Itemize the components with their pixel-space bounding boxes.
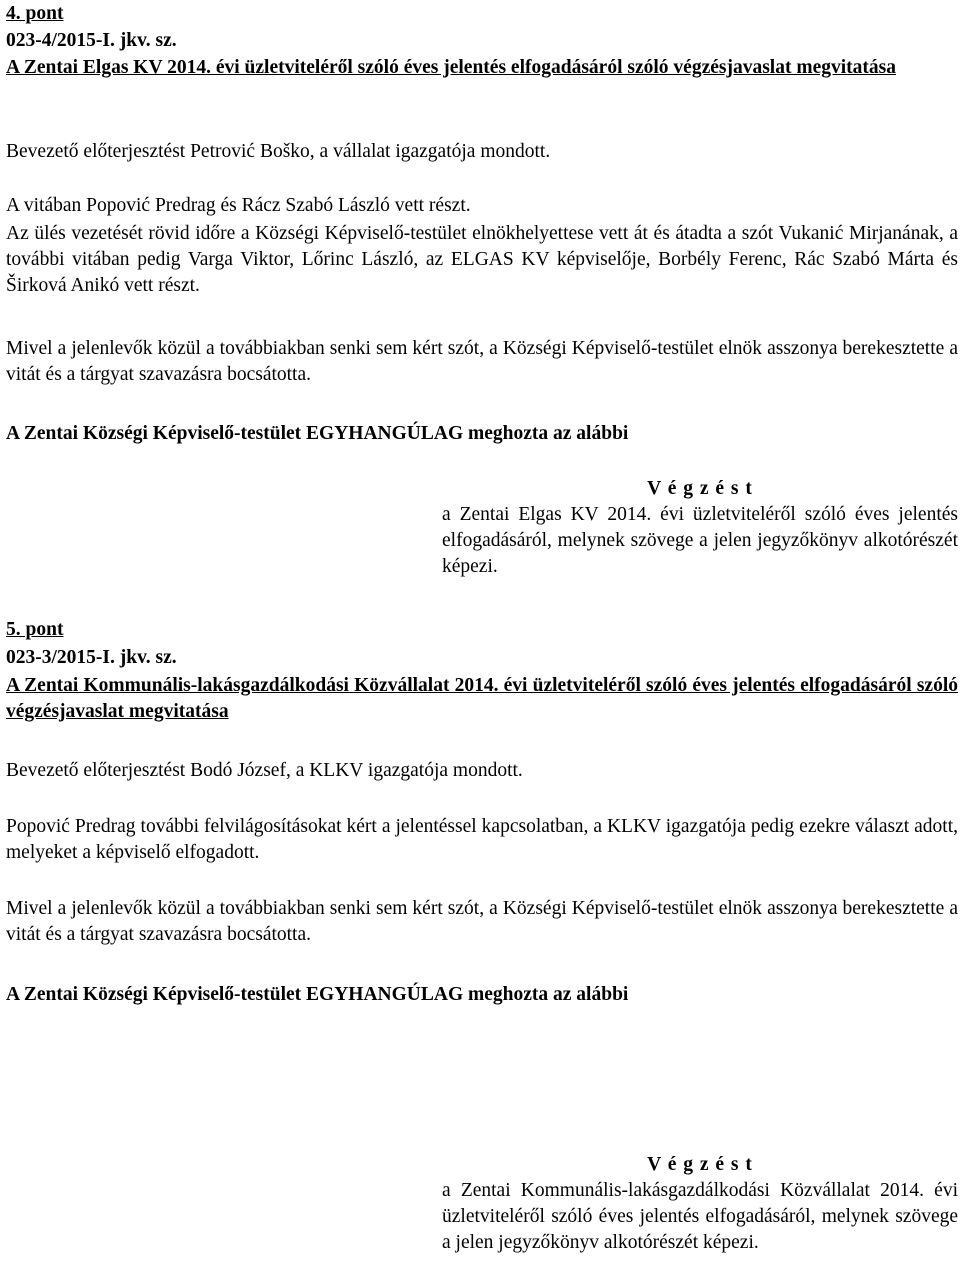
item5-number: 5. pont: [6, 619, 64, 640]
item5-subject: A Zentai Kommunális-lakásgazdálkodási Közvállalat 2014. évi üzletviteléről szóló éves jelentés elfogadásáról szóló végzésjavaslat megvitatása: [6, 675, 958, 722]
item5-reference: 023-3/2015-I. jkv. sz.: [6, 647, 177, 668]
item4-chair-paragraph: Az ülés vezetését rövid időre a Községi Képviselő-testület elnökhelyettese vett át és átadta a szót Vukanić Mirjanának, a további vitában pedig Varga Viktor, Lőrinc László, az ELGAS KV képviselője, Borbély Ferenc, Rác Szabó Márta és Širková Anikó vett részt.: [6, 223, 958, 296]
item4-reference: 023-4/2015-I. jkv. sz.: [6, 30, 177, 51]
item4-resolution: A Zentai Községi Képviselő-testület EGYHANGÚLAG meghozta az alábbi: [6, 423, 629, 444]
item4-decision: [442, 476, 958, 580]
item4-number: 4. pont: [6, 3, 64, 24]
item4-decision-title: V é g z é s t: [647, 478, 753, 499]
item5-decision-text: a Zentai Kommunális-lakásgazdálkodási Közvállalat 2014. évi üzletviteléről szóló éves jelentés elfogadásáról, melynek szövege a jelen jegyzőkönyv alkotórészét képezi.: [442, 1180, 958, 1253]
item5-decision-title: V é g z é s t: [647, 1154, 753, 1175]
item4-closing-paragraph: Mivel a jelenlevők közül a továbbiakban senki sem kért szót, a Községi Képviselő-testület elnök asszonya berekesztette a vitát és a tárgyat szavazásra bocsátotta.: [6, 338, 958, 385]
item5-intro: Bevezető előterjesztést Bodó József, a KLKV igazgatója mondott.: [6, 760, 523, 781]
item5-info-paragraph: Popović Predrag további felvilágosításokat kért a jelentéssel kapcsolatban, a KLKV igazgatója pedig ezekre választ adott, melyeket a képviselő elfogadott.: [6, 816, 958, 863]
item4-intro: Bevezető előterjesztést Petrović Boško, a vállalat igazgatója mondott.: [6, 141, 551, 162]
item5-resolution: A Zentai Községi Képviselő-testület EGYHANGÚLAG meghozta az alábbi: [6, 984, 629, 1005]
item5-closing-paragraph: Mivel a jelenlevők közül a továbbiakban senki sem kért szót, a Községi Képviselő-testület elnök asszonya berekesztette a vitát és a tárgyat szavazásra bocsátotta.: [6, 898, 958, 945]
item4-debate: A vitában Popović Predrag és Rácz Szabó László vett részt.: [6, 195, 471, 216]
item5-decision: [442, 1152, 958, 1256]
item4-subject: A Zentai Elgas KV 2014. évi üzletviteléről szóló éves jelentés elfogadásáról szóló végzésjavaslat megvitatása: [6, 57, 896, 78]
item4-decision-text: a Zentai Elgas KV 2014. évi üzletviteléről szóló éves jelentés elfogadásáról, melynek szövege a jelen jegyzőkönyv alkotórészét képezi.: [442, 504, 958, 577]
